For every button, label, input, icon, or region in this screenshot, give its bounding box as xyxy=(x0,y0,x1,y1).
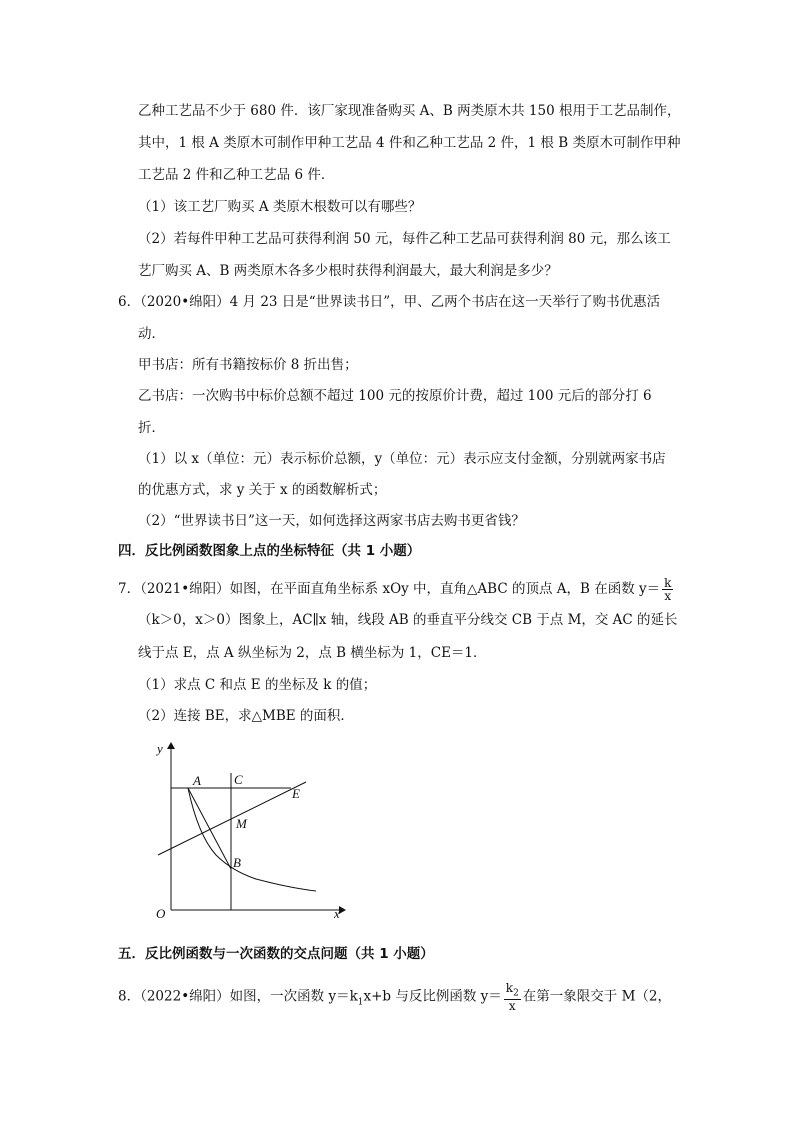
problem7-question1: （1）求点 C 和点 E 的坐标及 k 的值； xyxy=(138,677,377,693)
problem5-line2: 其中，1 根 A 类原木可制作甲种工艺品 4 件和乙种工艺品 2 件，1 根 B 类原木可制作甲种 xyxy=(138,135,681,151)
problem8-text-pre: 8．（2022•绵阳）如图，一次函数 y＝k xyxy=(118,988,358,1005)
problem5-question2-line1: （2）若每件甲种工艺品可获得利润 50 元，每件乙种工艺品可获得利润 80 元，那么该工 xyxy=(138,231,671,247)
label-C: C xyxy=(234,772,243,787)
subscript-1: 1 xyxy=(357,997,364,1008)
problem8-text-mid: x+b 与反比例函数 y＝ xyxy=(363,988,502,1005)
label-B: B xyxy=(233,855,241,870)
problem8-fraction xyxy=(504,982,521,1012)
fraction-numerator: k xyxy=(664,576,672,590)
fraction-denominator: x xyxy=(664,589,672,603)
label-M: M xyxy=(236,816,247,831)
label-E: E xyxy=(292,786,300,801)
section-4-heading: 四．反比例函数图象上点的坐标特征（共 1 小题） xyxy=(118,543,421,559)
label-A: A xyxy=(193,773,201,788)
problem5-line1: 乙种工艺品不少于 680 件．该厂家现准备购买 A、B 两类原木共 150 根用于工艺品制作， xyxy=(138,103,681,119)
problem7-line3: 线于点 E，点 A 纵坐标为 2，点 B 横坐标为 1，CE＝1． xyxy=(138,645,487,661)
label-O: O xyxy=(156,906,166,921)
problem6-line5: 折． xyxy=(138,420,165,436)
fraction-numerator xyxy=(504,982,521,1000)
problem6-question2: （2）“世界读书日”这一天，如何选择这两家书店去购书更省钱？ xyxy=(138,513,525,529)
problem7-figure xyxy=(140,735,360,925)
hyperbola-curve xyxy=(188,788,316,891)
problem6-line2: 动． xyxy=(138,326,165,342)
problem5-question2-line2: 艺厂购买 A、B 两类原木各多少根时获得利润最大，最大利润是多少？ xyxy=(138,263,558,279)
problem5-line3: 工艺品 2 件和乙种工艺品 6 件． xyxy=(138,167,335,183)
fraction-denominator: x xyxy=(508,999,516,1014)
problem6-store-yi: 乙书店：一次购书中标价总额不超过 100 元的按原价计费，超过 100 元后的部分打 6 xyxy=(138,388,652,404)
problem8-line1 xyxy=(118,982,671,1012)
problem7-fraction xyxy=(662,577,673,602)
perpendicular-bisector-line xyxy=(158,782,306,855)
fraction-numerator-k: k xyxy=(505,981,514,995)
problem7-question2: （2）连接 BE，求△MBE 的面积． xyxy=(138,708,354,724)
section-5-heading: 五．反比例函数与一次函数的交点问题（共 1 小题） xyxy=(118,946,434,962)
problem6-store-jia: 甲书店：所有书籍按标价 8 折出售； xyxy=(138,357,358,373)
problem5-question1: （1）该工艺厂购买 A 类原木根数可以有哪些？ xyxy=(138,199,422,215)
problem6-question1-line2: 的优惠方式，求 y 关于 x 的函数解析式； xyxy=(138,482,387,498)
segment-AB xyxy=(188,788,231,869)
problem6-question1-line1: （1）以 x（单位：元）表示标价总额，y（单位：元）表示应支付金额，分别就两家书店 xyxy=(138,451,666,467)
label-y: y xyxy=(157,741,163,756)
label-x: x xyxy=(334,906,340,921)
problem7-line2: （k＞0，x＞0）图象上，AC∥x 轴，线段 AB 的垂直平分线交 CB 于点 M，交 AC 的延长 xyxy=(138,612,678,628)
fraction-numerator-subscript: 2 xyxy=(513,988,519,999)
problem6-line1: 6．（2020•绵阳）4 月 23 日是“世界读书日”，甲、乙两个书店在这一天举行了购书优惠活 xyxy=(118,294,661,310)
problem7-line1 xyxy=(118,577,675,602)
problem8-text-post: 在第一象限交于 M（2， xyxy=(522,988,671,1005)
problem7-line1-text: 7．（2021•绵阳）如图，在平面直角坐标系 xOy 中，直角△ABC 的顶点 A，B 在函数 y＝ xyxy=(118,581,661,597)
